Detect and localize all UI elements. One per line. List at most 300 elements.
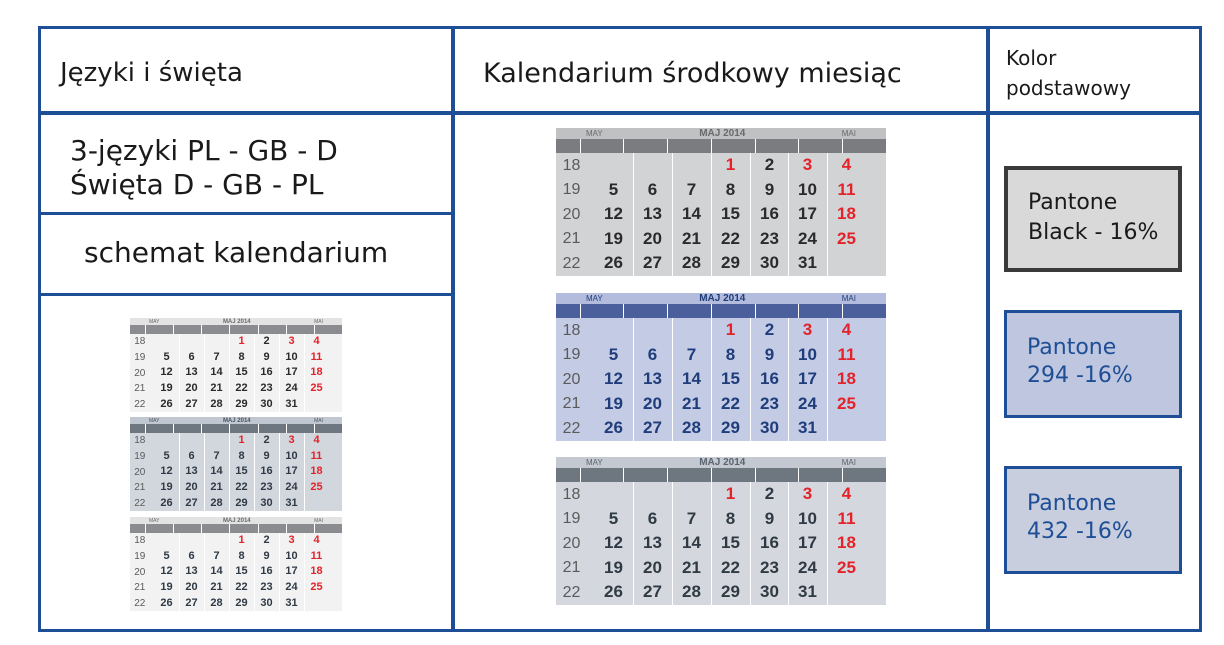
day-number: 12	[160, 465, 173, 477]
day-number: 16	[260, 366, 273, 378]
day-number: 2	[764, 155, 775, 174]
day-number: 9	[263, 351, 270, 363]
day-number: 13	[185, 366, 198, 378]
week-number: 22	[562, 255, 581, 272]
weekday-header-bar	[130, 424, 342, 433]
day-number: 10	[285, 351, 298, 363]
day-number: 1	[725, 484, 736, 503]
day-number: 10	[798, 180, 817, 199]
week-number: 20	[134, 467, 146, 478]
day-number: 9	[263, 450, 270, 462]
weekday-header-bar	[556, 304, 886, 318]
day-number: 12	[160, 565, 173, 577]
day-number: 17	[798, 204, 817, 223]
languages-line1: 3-języki PL - GB - D	[70, 134, 338, 167]
weekday-header-bar	[130, 325, 342, 334]
day-number: 13	[185, 465, 198, 477]
day-number: 27	[643, 582, 662, 601]
day-number: 2	[764, 484, 775, 503]
day-number: 15	[235, 565, 248, 577]
day-number: 3	[802, 320, 813, 339]
header-color-line2: podstawowy	[1006, 76, 1131, 100]
day-number: 19	[604, 394, 623, 413]
day-number: 23	[760, 558, 779, 577]
day-number: 28	[682, 418, 701, 437]
weekday-header-cell	[130, 325, 145, 334]
day-number: 15	[235, 465, 248, 477]
month-en: MAY	[586, 129, 603, 138]
day-number: 31	[285, 398, 298, 410]
weekday-header-cell	[173, 424, 201, 433]
day-number: 7	[213, 351, 220, 363]
week-number: 19	[562, 510, 581, 527]
weekday-header-cell	[755, 468, 799, 482]
month-en: MAY	[586, 294, 603, 303]
week-number: 19	[562, 181, 581, 198]
day-number: 19	[160, 481, 173, 493]
day-number: 11	[837, 345, 856, 364]
day-number: 9	[764, 509, 775, 528]
calendar-month-header	[556, 128, 886, 139]
swatch-294-line2: 294 -16%	[1027, 363, 1133, 388]
day-number: 14	[210, 565, 223, 577]
weekday-header-cell	[130, 424, 145, 433]
day-number: 3	[802, 484, 813, 503]
week-number: 22	[134, 498, 146, 509]
month-en: MAY	[149, 417, 160, 424]
day-number: 19	[160, 581, 173, 593]
day-number: 22	[235, 382, 248, 394]
weekday-header-cell	[755, 304, 799, 318]
day-number: 25	[310, 481, 323, 493]
day-number: 17	[798, 369, 817, 388]
languages-line2: Święta D - GB - PL	[70, 168, 324, 201]
weekday-header-cell	[286, 424, 314, 433]
weekday-header-cell	[667, 139, 711, 153]
day-number: 17	[285, 366, 298, 378]
swatch-294	[1004, 310, 1182, 418]
week-number: 18	[134, 435, 146, 446]
day-number: 9	[263, 550, 270, 562]
day-number: 8	[725, 345, 736, 364]
day-number: 20	[185, 481, 198, 493]
month-en: MAY	[149, 318, 160, 325]
day-number: 1	[238, 434, 245, 446]
small-cal-1	[130, 318, 342, 412]
day-number: 13	[643, 533, 662, 552]
day-number: 14	[682, 204, 701, 223]
day-number: 6	[647, 509, 658, 528]
week-number: 21	[562, 230, 581, 247]
week-number: 21	[134, 482, 146, 493]
day-number: 9	[764, 345, 775, 364]
weekday-header-cell	[842, 139, 886, 153]
calendar-month-header	[556, 293, 886, 304]
day-number: 9	[764, 180, 775, 199]
day-number: 15	[721, 533, 740, 552]
swatch-black	[1004, 166, 1182, 272]
day-number: 23	[760, 229, 779, 248]
day-number: 18	[310, 465, 323, 477]
weekday-header-cell	[842, 304, 886, 318]
day-number: 4	[841, 320, 852, 339]
day-number: 7	[686, 180, 697, 199]
week-number: 19	[134, 551, 146, 562]
day-number: 17	[285, 465, 298, 477]
day-number: 27	[185, 597, 198, 609]
weekday-header-cell	[314, 325, 342, 334]
weekday-header-cell	[711, 468, 755, 482]
day-number: 12	[604, 533, 623, 552]
month-de: MAI	[841, 458, 856, 467]
day-number: 12	[160, 366, 173, 378]
day-number: 14	[682, 369, 701, 388]
day-number: 15	[721, 369, 740, 388]
day-number: 20	[643, 394, 662, 413]
week-number: 20	[562, 535, 581, 552]
weekday-header-cell	[286, 325, 314, 334]
day-number: 20	[185, 382, 198, 394]
small-cal-2	[130, 417, 342, 511]
month-pl: MAJ 2014	[699, 457, 746, 468]
day-number: 30	[260, 597, 273, 609]
swatch-black-line2: Black - 16%	[1028, 220, 1159, 245]
day-number: 29	[235, 398, 248, 410]
weekday-header-cell	[201, 424, 229, 433]
large-cal-2	[556, 293, 886, 441]
calendar-month-header	[130, 517, 342, 524]
month-de: MAI	[841, 129, 856, 138]
day-number: 6	[647, 345, 658, 364]
day-number: 12	[604, 204, 623, 223]
day-number: 15	[235, 366, 248, 378]
day-number: 30	[260, 398, 273, 410]
day-number: 7	[213, 450, 220, 462]
day-number: 3	[288, 335, 295, 347]
day-number: 23	[260, 481, 273, 493]
day-number: 26	[160, 398, 173, 410]
day-number: 16	[260, 465, 273, 477]
week-number: 22	[562, 584, 581, 601]
header-languages: Języki i święta	[60, 58, 243, 88]
row-divider-1	[38, 212, 453, 215]
week-number: 18	[134, 336, 146, 347]
weekday-header-cell	[314, 424, 342, 433]
day-number: 4	[313, 434, 320, 446]
day-number: 6	[188, 351, 195, 363]
day-number: 5	[163, 450, 170, 462]
day-number: 11	[837, 180, 856, 199]
day-number: 25	[837, 558, 856, 577]
day-number: 22	[235, 581, 248, 593]
day-number: 4	[841, 484, 852, 503]
day-number: 18	[310, 565, 323, 577]
day-number: 7	[686, 509, 697, 528]
day-number: 16	[260, 565, 273, 577]
day-number: 1	[725, 320, 736, 339]
day-number: 8	[238, 450, 245, 462]
month-pl: MAJ 2014	[699, 128, 746, 139]
day-number: 21	[682, 558, 701, 577]
week-number: 21	[562, 559, 581, 576]
week-number: 22	[134, 598, 146, 609]
day-number: 17	[798, 533, 817, 552]
day-number: 1	[238, 534, 245, 546]
day-number: 24	[285, 382, 298, 394]
calendar-month-header	[130, 318, 342, 325]
day-number: 3	[802, 155, 813, 174]
week-number: 20	[562, 371, 581, 388]
day-number: 5	[163, 550, 170, 562]
day-number: 21	[682, 394, 701, 413]
weekday-header-cell	[229, 325, 257, 334]
header-divider	[38, 111, 1202, 115]
day-number: 22	[721, 558, 740, 577]
week-number: 18	[134, 535, 146, 546]
weekday-header-cell	[258, 424, 286, 433]
day-number: 18	[837, 369, 856, 388]
day-number: 29	[721, 253, 740, 272]
day-number: 25	[310, 382, 323, 394]
day-number: 30	[760, 582, 779, 601]
day-number: 23	[260, 581, 273, 593]
weekday-header-cell	[667, 304, 711, 318]
day-number: 6	[647, 180, 658, 199]
day-number: 29	[235, 497, 248, 509]
day-number: 29	[235, 597, 248, 609]
day-number: 16	[760, 533, 779, 552]
day-number: 11	[310, 351, 323, 363]
week-number: 21	[562, 395, 581, 412]
column-divider-2	[986, 26, 990, 632]
weekday-header-cell	[556, 139, 580, 153]
day-number: 28	[210, 597, 223, 609]
weekday-header-bar	[130, 524, 342, 533]
day-number: 17	[285, 565, 298, 577]
weekday-header-cell	[145, 524, 173, 533]
day-number: 27	[643, 418, 662, 437]
day-number: 4	[313, 335, 320, 347]
day-number: 13	[185, 565, 198, 577]
swatch-294-line1: Pantone	[1027, 335, 1117, 360]
weekday-header-cell	[842, 468, 886, 482]
weekday-header-cell	[229, 424, 257, 433]
day-number: 23	[760, 394, 779, 413]
day-number: 20	[643, 229, 662, 248]
weekday-header-bar	[556, 139, 886, 153]
month-de: MAI	[314, 318, 323, 325]
month-de: MAI	[314, 417, 323, 424]
column-divider-1	[451, 26, 455, 632]
day-number: 18	[837, 533, 856, 552]
week-number: 19	[562, 346, 581, 363]
day-number: 3	[288, 534, 295, 546]
week-number: 18	[562, 486, 581, 503]
day-number: 31	[798, 253, 817, 272]
day-number: 5	[608, 509, 619, 528]
day-number: 5	[608, 345, 619, 364]
day-number: 31	[285, 497, 298, 509]
weekday-header-cell	[580, 304, 624, 318]
day-number: 21	[682, 229, 701, 248]
day-number: 16	[760, 204, 779, 223]
day-number: 21	[210, 382, 223, 394]
weekday-header-cell	[623, 304, 667, 318]
day-number: 29	[721, 582, 740, 601]
day-number: 20	[185, 581, 198, 593]
day-number: 4	[313, 534, 320, 546]
week-number: 19	[134, 352, 146, 363]
day-number: 22	[235, 481, 248, 493]
day-number: 26	[604, 418, 623, 437]
month-pl: MAJ 2014	[222, 417, 251, 424]
weekday-header-cell	[229, 524, 257, 533]
day-number: 5	[163, 351, 170, 363]
day-number: 26	[604, 253, 623, 272]
day-number: 14	[682, 533, 701, 552]
weekday-header-cell	[201, 325, 229, 334]
day-number: 6	[188, 450, 195, 462]
week-number: 21	[134, 383, 146, 394]
week-number: 18	[562, 322, 581, 339]
month-en: MAY	[149, 517, 160, 524]
day-number: 26	[160, 497, 173, 509]
row-divider-2	[38, 293, 453, 296]
swatch-432	[1004, 466, 1182, 574]
day-number: 8	[238, 351, 245, 363]
day-number: 28	[210, 398, 223, 410]
day-number: 22	[721, 394, 740, 413]
weekday-header-cell	[798, 304, 842, 318]
weekday-header-cell	[798, 139, 842, 153]
day-number: 10	[285, 550, 298, 562]
day-number: 25	[310, 581, 323, 593]
day-number: 26	[160, 597, 173, 609]
weekday-header-cell	[130, 524, 145, 533]
day-number: 30	[760, 418, 779, 437]
swatch-black-line1: Pantone	[1028, 190, 1118, 215]
day-number: 11	[310, 450, 323, 462]
day-number: 13	[643, 204, 662, 223]
day-number: 19	[160, 382, 173, 394]
day-number: 27	[643, 253, 662, 272]
header-color-line1: Kolor	[1006, 46, 1057, 70]
day-number: 31	[285, 597, 298, 609]
week-number: 21	[134, 582, 146, 593]
day-number: 30	[260, 497, 273, 509]
weekday-header-cell	[580, 468, 624, 482]
weekday-header-cell	[145, 424, 173, 433]
day-number: 12	[604, 369, 623, 388]
day-number: 24	[285, 581, 298, 593]
day-number: 16	[760, 369, 779, 388]
weekday-header-cell	[580, 139, 624, 153]
day-number: 6	[188, 550, 195, 562]
day-number: 19	[604, 558, 623, 577]
calendar-month-header	[556, 457, 886, 468]
week-number: 20	[134, 368, 146, 379]
day-number: 28	[210, 497, 223, 509]
month-de: MAI	[314, 517, 323, 524]
day-number: 1	[238, 335, 245, 347]
weekday-header-cell	[173, 325, 201, 334]
swatch-432-line1: Pantone	[1027, 491, 1117, 516]
day-number: 24	[798, 558, 817, 577]
day-number: 28	[682, 253, 701, 272]
day-number: 7	[213, 550, 220, 562]
month-pl: MAJ 2014	[222, 318, 251, 325]
day-number: 8	[725, 180, 736, 199]
day-number: 2	[263, 335, 270, 347]
day-number: 25	[837, 229, 856, 248]
day-number: 14	[210, 366, 223, 378]
swatch-432-line2: 432 -16%	[1027, 519, 1133, 544]
day-number: 8	[238, 550, 245, 562]
day-number: 3	[288, 434, 295, 446]
small-cal-3	[130, 517, 342, 611]
day-number: 31	[798, 582, 817, 601]
weekday-header-cell	[173, 524, 201, 533]
day-number: 25	[837, 394, 856, 413]
day-number: 2	[764, 320, 775, 339]
weekday-header-cell	[145, 325, 173, 334]
weekday-header-cell	[755, 139, 799, 153]
week-number: 22	[134, 399, 146, 410]
schema-label: schemat kalendarium	[84, 236, 389, 269]
day-number: 10	[798, 509, 817, 528]
month-pl: MAJ 2014	[699, 293, 746, 304]
week-number: 18	[562, 157, 581, 174]
day-number: 4	[841, 155, 852, 174]
day-number: 8	[725, 509, 736, 528]
week-number: 20	[134, 567, 146, 578]
day-number: 30	[760, 253, 779, 272]
weekday-header-cell	[623, 139, 667, 153]
day-number: 1	[725, 155, 736, 174]
weekday-header-cell	[667, 468, 711, 482]
day-number: 20	[643, 558, 662, 577]
day-number: 10	[285, 450, 298, 462]
day-number: 24	[285, 481, 298, 493]
day-number: 22	[721, 229, 740, 248]
day-number: 26	[604, 582, 623, 601]
day-number: 19	[604, 229, 623, 248]
month-de: MAI	[841, 294, 856, 303]
day-number: 27	[185, 497, 198, 509]
day-number: 15	[721, 204, 740, 223]
day-number: 18	[837, 204, 856, 223]
day-number: 23	[260, 382, 273, 394]
day-number: 2	[263, 434, 270, 446]
header-calendar: Kalendarium środkowy miesiąc	[483, 58, 902, 89]
weekday-header-cell	[798, 468, 842, 482]
week-number: 20	[562, 206, 581, 223]
large-cal-1	[556, 128, 886, 276]
calendar-month-header	[130, 417, 342, 424]
month-pl: MAJ 2014	[222, 517, 251, 524]
weekday-header-cell	[556, 468, 580, 482]
weekday-header-cell	[623, 468, 667, 482]
day-number: 28	[682, 582, 701, 601]
day-number: 24	[798, 394, 817, 413]
weekday-header-cell	[258, 524, 286, 533]
day-number: 5	[608, 180, 619, 199]
day-number: 7	[686, 345, 697, 364]
day-number: 10	[798, 345, 817, 364]
day-number: 21	[210, 481, 223, 493]
day-number: 31	[798, 418, 817, 437]
day-number: 14	[210, 465, 223, 477]
